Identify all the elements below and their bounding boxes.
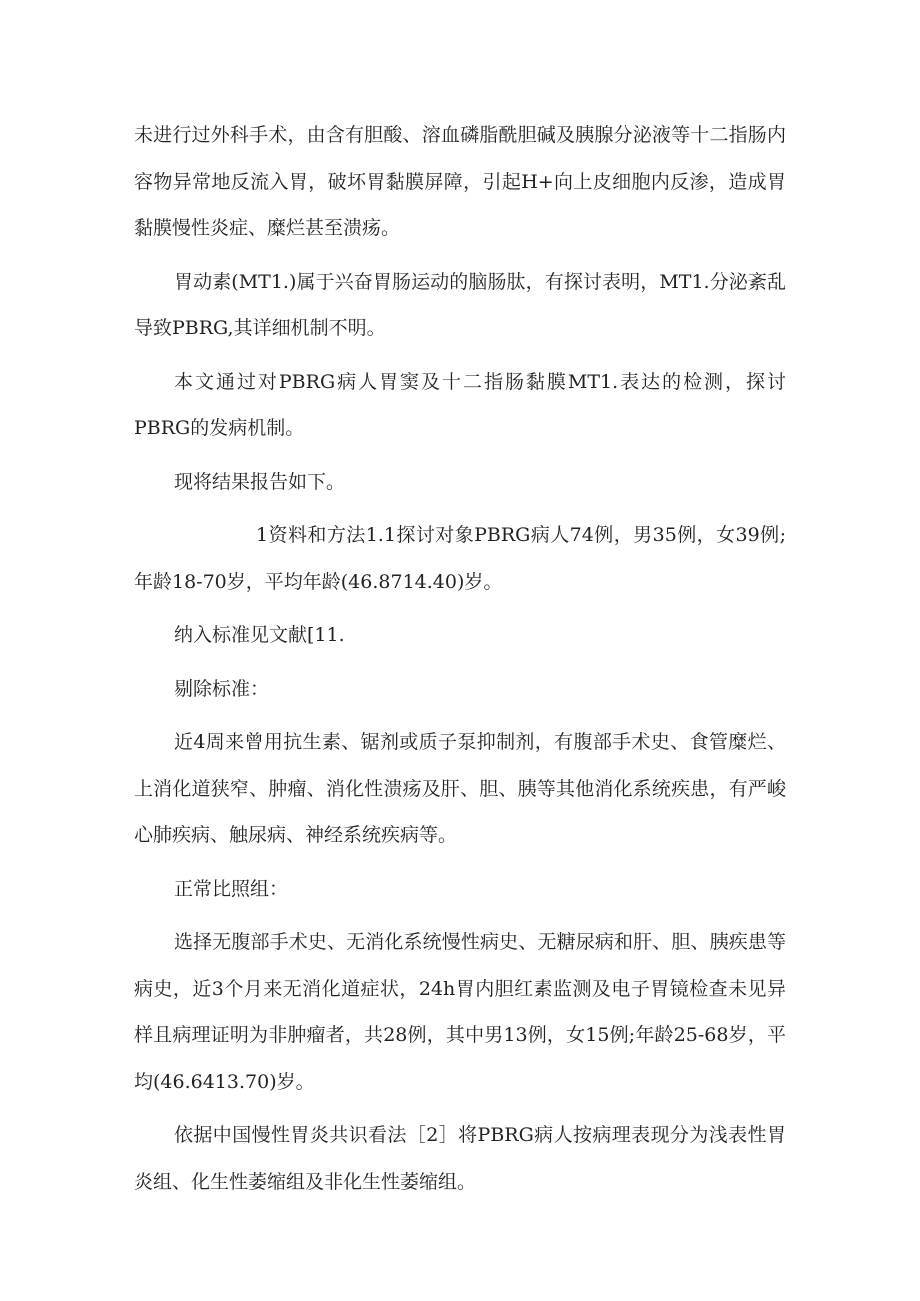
paragraph-1: 未进行过外科手术，由含有胆酸、溶血磷脂酰胆碱及胰腺分泌液等十二指肠内容物异常地反流入胃，破坏胃黏膜屏障，引起H+向上皮细胞内反渗，造成胃黏膜慢性炎症、糜烂甚至溃疡。 <box>134 124 786 239</box>
paragraph-9: 正常比照组： <box>174 877 289 900</box>
paragraph-11: 依据中国慢性胃炎共识看法［2］将PBRG病人按病理表现分为浅表性胃炎组、化生性萎缩组及非化生性萎缩组。 <box>134 1124 786 1193</box>
paragraph-2: 胃动素(MT1.)属于兴奋胃肠运动的脑肠肽，有探讨表明，MT1.分泌紊乱导致PBRG,其详细机制不明。 <box>134 270 786 339</box>
paragraph-10: 选择无腹部手术史、无消化系统慢性病史、无糖尿病和肝、胆、胰疾患等病史，近3个月来无消化道症状，24h胃内胆红素监测及电子胃镜检查未见异样且病理证明为非肿瘤者，共28例，其中男13例，女15例;年龄25-68岁，平均(46.6413.70)岁。 <box>134 931 786 1093</box>
paragraph-7: 剔除标准： <box>174 677 270 700</box>
paragraph-4: 现将结果报告如下。 <box>174 470 346 493</box>
document-body <box>134 112 786 1212</box>
paragraph-6: 纳入标准见文献[11. <box>174 624 345 646</box>
paragraph-5: 1资料和方法1.1探讨对象PBRG病人74例，男35例，女39例;年龄18-70岁，平均年龄(46.8714.40)岁。 <box>134 524 786 593</box>
paragraph-3: 本文通过对PBRG病人胃窦及十二指肠黏膜MT1.表达的检测，探讨PBRG的发病机制。 <box>134 370 786 439</box>
paragraph-8: 近4周来曾用抗生素、锯剂或质子泵抑制剂，有腹部手术史、食管糜烂、上消化道狭窄、肿瘤、消化性溃疡及肝、胆、胰等其他消化系统疾患，有严峻心肺疾病、触尿病、神经系统疾病等。 <box>134 731 786 846</box>
